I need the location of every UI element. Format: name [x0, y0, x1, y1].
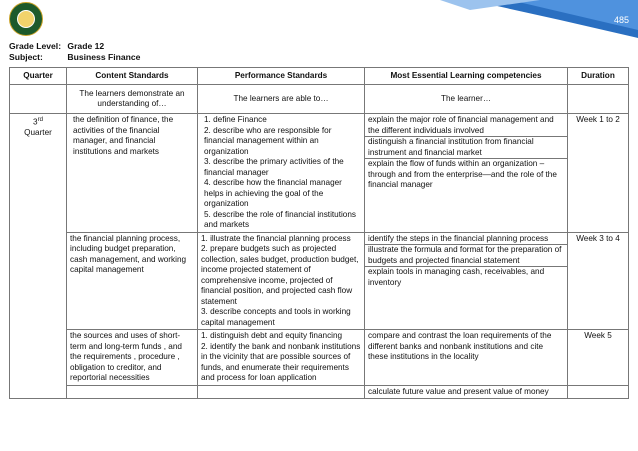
performance-standard-cell: 1. distinguish debt and equity financing 2. identify the bank and nonbank institutions in the vicinity that are possible sources of funds, and enumerate their requirements and process for loan application [198, 330, 365, 386]
competencies-cell: identify the steps in the financial planning process illustrate the formula and format for the preparation of budgets and projected financial statement explain tools in managing cash, receivables, and inventory [365, 232, 568, 330]
table-row [10, 385, 629, 399]
subheader-performance: The learners are able to… [198, 85, 365, 114]
col-header-performance-standards: Performance Standards [198, 68, 365, 85]
duration-cell: Week 5 [568, 330, 629, 386]
quarter-cell: 3rd Quarter [10, 114, 67, 399]
content-standard-cell: the sources and uses of short-term and long-term funds , and the requirements , procedure , obligation to creditor, and reportorial necessities [67, 330, 198, 386]
melc-table [9, 67, 629, 399]
table-header-row [10, 68, 629, 85]
deped-seal-logo [9, 2, 43, 36]
performance-standard-cell: 1. illustrate the financial planning process 2. prepare budgets such as projected collection, sales budget, production budget, income projected statement of comprehensive income, projected of financial position, and projected cash flow statement 3. describe concepts and tools in working capital management [198, 232, 365, 330]
competencies-cell: explain the major role of financial management and the different individuals involved distinguish a financial institution from financial instrument and financial market explain the flow of funds within an organization – through and from the enterprise—and the role of the financial manager [365, 114, 568, 233]
duration-cell: Week 3 to 4 [568, 232, 629, 330]
duration-cell [568, 385, 629, 399]
performance-standard-cell: 1. define Finance 2. describe who are responsible for financial management within an organization 3. describe the primary activities of the financial manager 4. describe how the financial manager helps in achieving the goal of the organization 5. describe the role of financial institutions and markets [198, 114, 365, 233]
subject-value: Business Finance [67, 52, 141, 62]
table-row [10, 114, 629, 233]
table-subheader-row [10, 85, 629, 114]
grade-level-label: Grade Level: [9, 41, 62, 51]
content-standard-cell: the financial planning process, including budget preparation, cash management, and working capital management [67, 232, 198, 330]
col-header-competencies: Most Essential Learning competencies [365, 68, 568, 85]
subject-label: Subject: [9, 52, 43, 62]
col-header-content-standards: Content Standards [67, 68, 198, 85]
header-banner [0, 0, 638, 40]
col-header-quarter: Quarter [10, 68, 67, 85]
content-standard-cell: the definition of finance, the activities of the financial manager, and financial institutions and markets [67, 114, 198, 233]
page-number: 485 [613, 15, 629, 25]
competencies-cell: compare and contrast the loan requirements of the different banks and nonbank institutions and cite these institutions in the locality [365, 330, 568, 386]
competencies-cell: calculate future value and present value of money [365, 385, 568, 399]
performance-standard-cell [198, 385, 365, 399]
subheader-competencies: The learner… [365, 85, 568, 114]
col-header-duration: Duration [568, 68, 629, 85]
table-row [10, 330, 629, 386]
subheader-content: The learners demonstrate an understanding of… [67, 85, 198, 114]
grade-level-value: Grade 12 [67, 41, 105, 51]
grade-level-line [9, 41, 104, 51]
table-row [10, 232, 629, 330]
subject-line [9, 52, 140, 62]
content-standard-cell [67, 385, 198, 399]
duration-cell: Week 1 to 2 [568, 114, 629, 233]
